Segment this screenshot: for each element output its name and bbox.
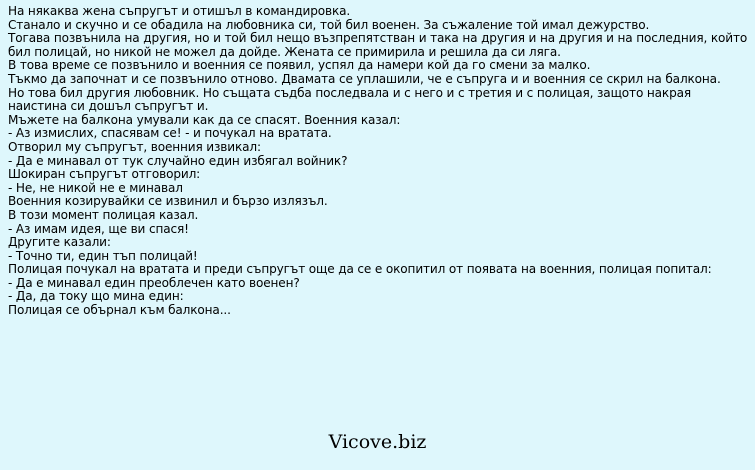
story-line: Военния козирувайки се извинил и бързо излязъл.: [8, 194, 328, 209]
story-line: Другите казали:: [8, 235, 111, 250]
story-line: Тогава позвънила на другия, но и той бил нещо възпрепятстван и така на другия и на другия и на последния, който бил полицай, но никой не можел да дойде. Жената се примирила и решила да си ляга.: [8, 31, 748, 59]
story-line: Полицая почукал на вратата и преди съпругът още да се е окопитил от появата на военния, полицая попитал:: [8, 262, 712, 277]
story-line: - Точно ти, един тъп полицай!: [8, 248, 198, 263]
story-line: Отворил му съпругът, военния извикал:: [8, 139, 261, 154]
story-line: Станало и скучно и се обадила на любовника си, той бил военен. За съжаление той имал дежурство.: [8, 17, 650, 32]
story-line: - Не, не никой не е минавал: [8, 180, 183, 195]
story-line: На някаква жена съпругът и отишъл в командировка.: [8, 4, 351, 18]
story-line: Шокиран съпругът отговорил:: [8, 167, 201, 182]
site-brand-footer: Vicove.biz: [328, 431, 427, 453]
story-text: [8, 5, 748, 318]
story-line: Но това бил другия любовник. Но същата съдба последвала и с него и с третия и с полицая, защото накрая наистина си дошъл съпругът и.: [8, 85, 691, 114]
story-line: В този момент полицая казал.: [8, 207, 199, 222]
story-line: В това време се позвънило и военния се появил, успял да намери кой да го смени за малко.: [8, 58, 591, 73]
story-line: Тъкмо да започнат и се позвънило отново. Двамата се уплашили, че е съпруга и и военния се скрил на балкона.: [8, 71, 721, 86]
story-line: Мъжете на балкона умували как да се спасят. Военния казал:: [8, 112, 401, 127]
story-line: - Да, да току що мина един:: [8, 289, 184, 304]
story-line: Полицая се обърнал към балкона...: [8, 303, 231, 318]
story-line: - Да е минавал от тук случайно един избягал войник?: [8, 153, 348, 168]
story-line: - Аз измислих, спасявам се! - и почукал на вратата.: [8, 126, 332, 141]
story-line: - Аз имам идея, ще ви спася!: [8, 221, 189, 236]
story-line: - Да е минавал един преоблечен като военен?: [8, 275, 300, 290]
